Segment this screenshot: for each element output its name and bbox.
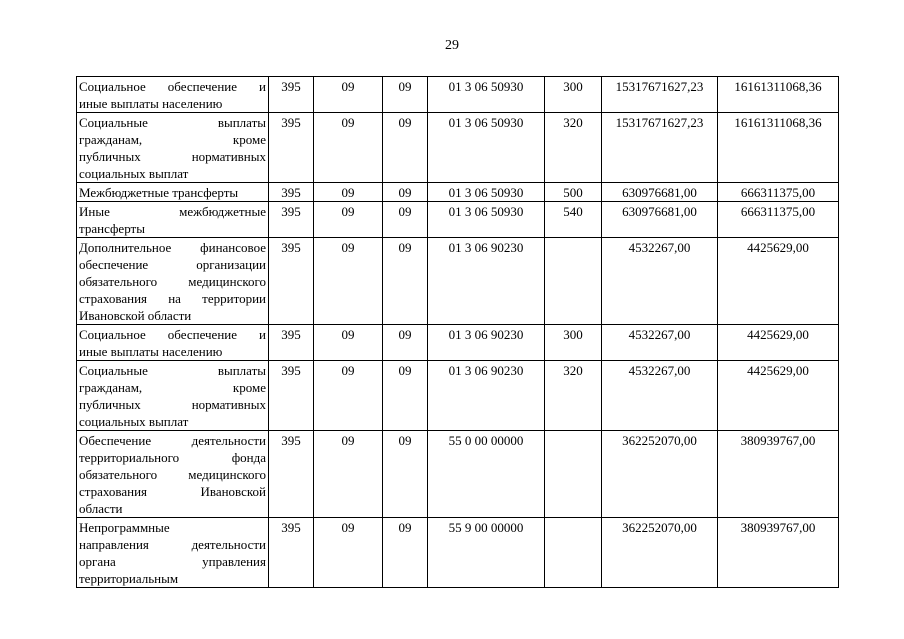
item-name-cell	[77, 202, 269, 238]
amount-year2-cell: 16161311068,36	[718, 113, 839, 183]
subsection-cell: 09	[383, 202, 428, 238]
item-name-line: Обеспечение деятельности	[79, 433, 266, 448]
item-name-line: обязательного медицинского	[79, 274, 266, 289]
table-row	[77, 183, 839, 202]
item-name-line: области	[79, 501, 123, 516]
grbs-cell: 395	[269, 183, 314, 202]
amount-year1-cell: 4532267,00	[602, 361, 718, 431]
table-row	[77, 431, 839, 518]
item-name-line: Иные межбюджетные	[79, 204, 266, 219]
expense-type-cell: 540	[545, 202, 602, 238]
subsection-cell: 09	[383, 518, 428, 588]
expense-type-cell: 320	[545, 361, 602, 431]
target-article-cell: 01 3 06 50930	[428, 183, 545, 202]
item-name-line: направления деятельности	[79, 537, 266, 552]
budget-table	[76, 76, 839, 588]
item-name-line: публичных нормативных	[79, 149, 266, 164]
table-row	[77, 202, 839, 238]
subsection-cell: 09	[383, 325, 428, 361]
item-name-line: иные выплаты населению	[79, 96, 223, 111]
section-cell: 09	[314, 113, 383, 183]
subsection-cell: 09	[383, 183, 428, 202]
table-row	[77, 518, 839, 588]
item-name-line: органа управления	[79, 554, 266, 569]
item-name-cell	[77, 325, 269, 361]
expense-type-cell: 320	[545, 113, 602, 183]
expense-type-cell: 300	[545, 325, 602, 361]
item-name-line: Непрограммные	[79, 520, 170, 535]
item-name-line: социальных выплат	[79, 166, 189, 181]
item-name-line: территориальным	[79, 571, 179, 586]
expense-type-cell	[545, 238, 602, 325]
grbs-cell: 395	[269, 113, 314, 183]
table-row	[77, 77, 839, 113]
item-name-line: Межбюджетные трансферты	[79, 185, 239, 200]
subsection-cell: 09	[383, 113, 428, 183]
amount-year1-cell: 4532267,00	[602, 238, 718, 325]
item-name-cell	[77, 238, 269, 325]
amount-year1-cell: 630976681,00	[602, 202, 718, 238]
grbs-cell: 395	[269, 518, 314, 588]
page-number: 29	[445, 38, 459, 53]
section-cell: 09	[314, 325, 383, 361]
amount-year1-cell: 362252070,00	[602, 431, 718, 518]
item-name-line: Социальное обеспечение и	[79, 327, 266, 342]
target-article-cell: 55 9 00 00000	[428, 518, 545, 588]
amount-year2-cell: 666311375,00	[718, 183, 839, 202]
target-article-cell: 01 3 06 90230	[428, 361, 545, 431]
section-cell: 09	[314, 238, 383, 325]
item-name-line: Ивановской области	[79, 308, 192, 323]
target-article-cell: 01 3 06 50930	[428, 202, 545, 238]
item-name-line: Социальные выплаты	[79, 363, 266, 378]
expense-type-cell: 500	[545, 183, 602, 202]
amount-year2-cell: 16161311068,36	[718, 77, 839, 113]
subsection-cell: 09	[383, 238, 428, 325]
grbs-cell: 395	[269, 202, 314, 238]
section-cell: 09	[314, 431, 383, 518]
item-name-line: гражданам, кроме	[79, 380, 266, 395]
target-article-cell: 01 3 06 90230	[428, 325, 545, 361]
table-row	[77, 238, 839, 325]
grbs-cell: 395	[269, 361, 314, 431]
item-name-line: иные выплаты населению	[79, 344, 223, 359]
amount-year1-cell: 15317671627,23	[602, 113, 718, 183]
amount-year2-cell: 4425629,00	[718, 361, 839, 431]
item-name-line: страхования на территории	[79, 291, 266, 306]
amount-year2-cell: 4425629,00	[718, 238, 839, 325]
expense-type-cell	[545, 431, 602, 518]
grbs-cell: 395	[269, 325, 314, 361]
item-name-cell	[77, 183, 269, 202]
item-name-cell	[77, 518, 269, 588]
subsection-cell: 09	[383, 77, 428, 113]
target-article-cell: 55 0 00 00000	[428, 431, 545, 518]
grbs-cell: 395	[269, 77, 314, 113]
section-cell: 09	[314, 202, 383, 238]
item-name-cell	[77, 431, 269, 518]
target-article-cell: 01 3 06 90230	[428, 238, 545, 325]
amount-year2-cell: 380939767,00	[718, 431, 839, 518]
target-article-cell: 01 3 06 50930	[428, 113, 545, 183]
section-cell: 09	[314, 77, 383, 113]
item-name-line: Социальные выплаты	[79, 115, 266, 130]
grbs-cell: 395	[269, 431, 314, 518]
amount-year1-cell: 4532267,00	[602, 325, 718, 361]
item-name-line: трансферты	[79, 221, 145, 236]
item-name-line: социальных выплат	[79, 414, 189, 429]
table-body	[77, 77, 839, 588]
item-name-line: гражданам, кроме	[79, 132, 266, 147]
item-name-line: территориального фонда	[79, 450, 266, 465]
expense-type-cell: 300	[545, 77, 602, 113]
item-name-line: публичных нормативных	[79, 397, 266, 412]
section-cell: 09	[314, 183, 383, 202]
amount-year1-cell: 362252070,00	[602, 518, 718, 588]
item-name-line: обеспечение организации	[79, 257, 266, 272]
subsection-cell: 09	[383, 361, 428, 431]
expense-type-cell	[545, 518, 602, 588]
item-name-cell	[77, 77, 269, 113]
item-name-cell	[77, 361, 269, 431]
table-row	[77, 113, 839, 183]
table-row	[77, 361, 839, 431]
amount-year1-cell: 630976681,00	[602, 183, 718, 202]
item-name-line: Дополнительное финансовое	[79, 240, 266, 255]
amount-year1-cell: 15317671627,23	[602, 77, 718, 113]
amount-year2-cell: 380939767,00	[718, 518, 839, 588]
item-name-line: обязательного медицинского	[79, 467, 266, 482]
amount-year2-cell: 666311375,00	[718, 202, 839, 238]
item-name-line: страхования Ивановской	[79, 484, 266, 499]
section-cell: 09	[314, 361, 383, 431]
table-row	[77, 325, 839, 361]
section-cell: 09	[314, 518, 383, 588]
subsection-cell: 09	[383, 431, 428, 518]
item-name-cell	[77, 113, 269, 183]
amount-year2-cell: 4425629,00	[718, 325, 839, 361]
grbs-cell: 395	[269, 238, 314, 325]
item-name-line: Социальное обеспечение и	[79, 79, 266, 94]
target-article-cell: 01 3 06 50930	[428, 77, 545, 113]
